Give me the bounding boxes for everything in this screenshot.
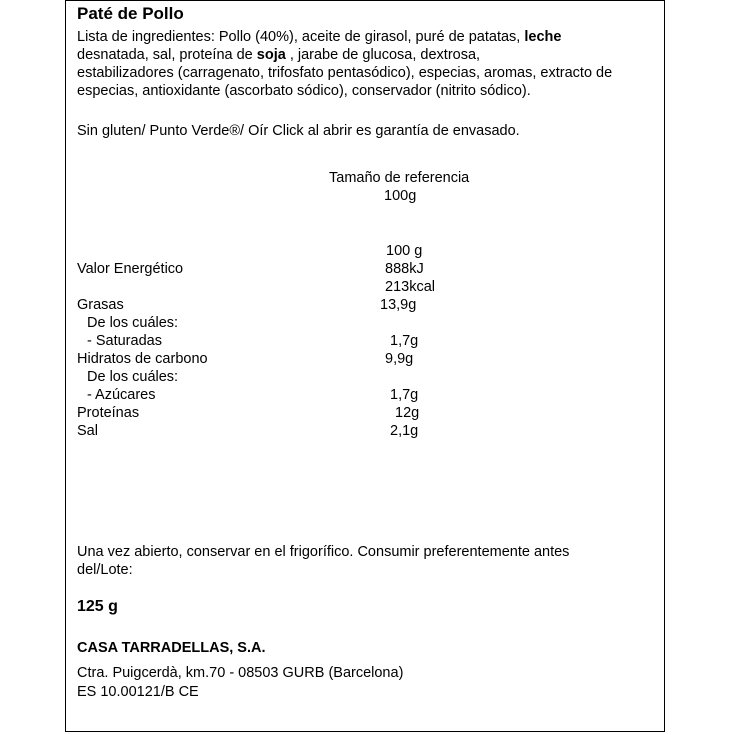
storage-line-2: del/Lote:: [77, 562, 133, 578]
allergen-text: soja: [256, 47, 286, 63]
ingredients-line: [77, 82, 662, 100]
ingredients-text: desnatada, sal, proteína de: [77, 47, 257, 63]
ingredients-text: estabilizadores (carragenato, trifosfato pentasódico), especias, aromas, extracto de: [77, 65, 613, 81]
company-name: CASA TARRADELLAS, S.A.: [77, 640, 266, 656]
salt-value: 2,1g: [390, 423, 419, 439]
protein-value: 12g: [395, 405, 420, 421]
energy-kcal-value: 213kcal: [385, 279, 435, 295]
energy-label: Valor Energético: [77, 261, 184, 277]
ingredients-list: [77, 28, 662, 100]
net-weight: 125 g: [77, 598, 118, 615]
ingredients-line: [77, 64, 662, 82]
ingredients-text: especias, antioxidante (ascorbato sódico), conservador (nitrito sódico).: [77, 83, 531, 99]
carbs-label: Hidratos de carbono: [77, 351, 208, 367]
ingredients-text: Lista de ingredientes: Pollo (40%), aceite de girasol, puré de patatas,: [77, 29, 525, 45]
fat-label: Grasas: [77, 297, 124, 313]
claims-text: Sin gluten/ Punto Verde®/ Oír Click al abrir es garantía de envasado.: [77, 123, 520, 139]
company-address: Ctra. Puigcerdà, km.70 - 08503 GURB (Barcelona): [77, 665, 404, 681]
salt-label: Sal: [77, 423, 98, 439]
ingredients-line: [77, 28, 662, 46]
saturates-label: - Saturadas: [87, 333, 162, 349]
reference-size-amount: 100g: [384, 188, 417, 204]
ingredients-line: [77, 46, 662, 64]
energy-kj-value: 888kJ: [385, 261, 424, 277]
carbs-of-which-label: De los cuáles:: [87, 369, 179, 385]
company-registry: ES 10.00121/B CE: [77, 684, 199, 700]
column-header: 100 g: [386, 243, 423, 259]
sugars-value: 1,7g: [390, 387, 419, 403]
product-title: Paté de Pollo: [77, 4, 184, 23]
sugars-label: - Azúcares: [87, 387, 156, 403]
protein-label: Proteínas: [77, 405, 140, 421]
reference-size-label: Tamaño de referencia: [329, 170, 470, 186]
allergen-text: leche: [524, 29, 562, 45]
saturates-value: 1,7g: [390, 333, 419, 349]
fat-value: 13,9g: [380, 297, 417, 313]
storage-line-1: Una vez abierto, conservar en el frigorífico. Consumir preferentemente antes: [77, 544, 570, 560]
fat-of-which-label: De los cuáles:: [87, 315, 179, 331]
ingredients-text: , jarabe de glucosa, dextrosa,: [285, 47, 481, 63]
carbs-value: 9,9g: [385, 351, 414, 367]
